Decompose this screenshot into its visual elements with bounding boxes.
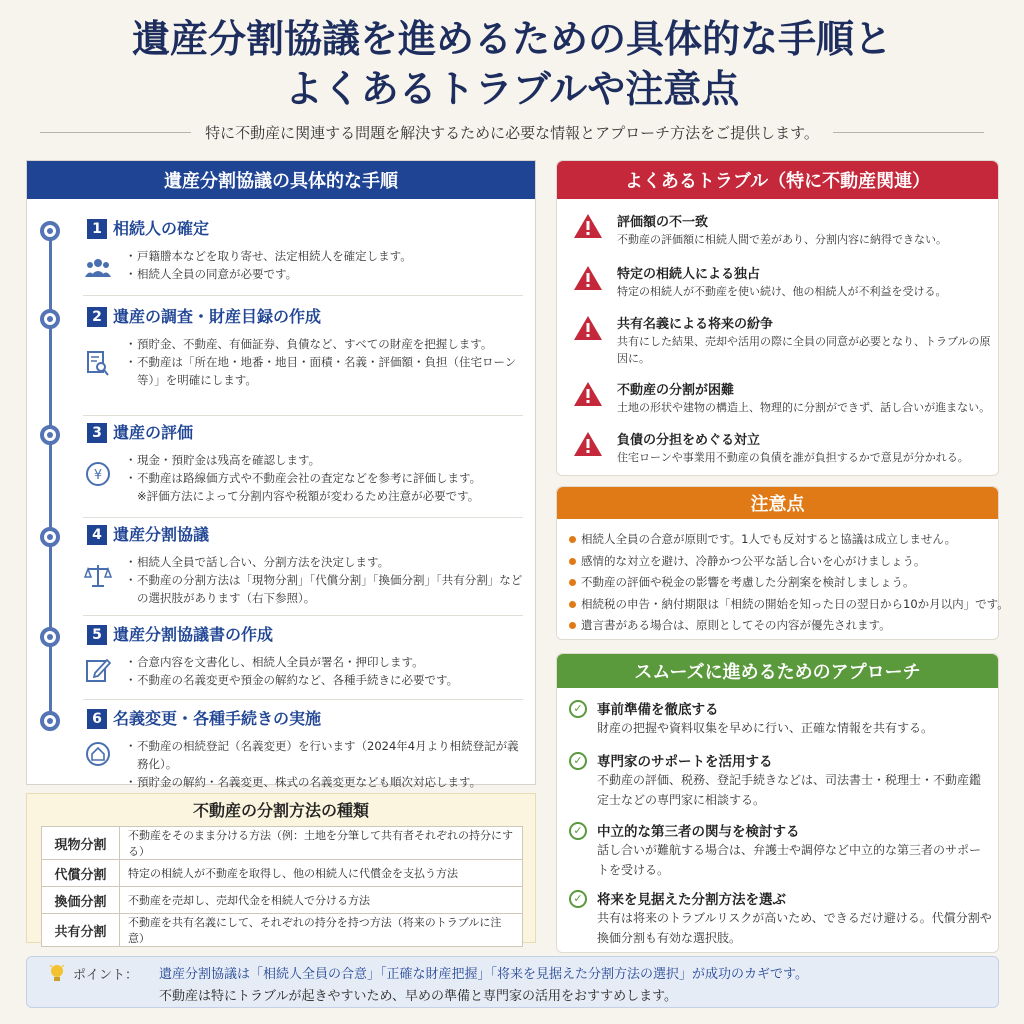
methods-table bbox=[41, 826, 523, 947]
step-details bbox=[127, 737, 527, 791]
trouble-title: 不動産の分割が困難 bbox=[617, 383, 735, 398]
trouble-desc: 特定の相続人が不動産を使い続け、他の相続人が不利益を受ける。 bbox=[617, 285, 947, 298]
list-item: 相続人全員の合意が原則です。1人でも反対すると協議は成立しません。 bbox=[569, 529, 994, 551]
timeline-node bbox=[40, 627, 60, 647]
subtitle: 特に不動産に関連する問題を解決するために必要な情報とアプローチ方法をご提供します。 bbox=[205, 123, 819, 142]
trouble-title: 評価額の不一致 bbox=[617, 215, 709, 230]
trouble-desc: 共有にした結果、売却や活用の際に全員の同意が必要となり、トラブルの原因に。 bbox=[617, 335, 991, 365]
subtitle-row bbox=[40, 120, 984, 144]
method-desc: 不動産を売却し、売却代金を相続人で分ける方法 bbox=[120, 887, 523, 914]
title-line-2: よくあるトラブルや注意点 bbox=[284, 66, 740, 111]
list-item: ・ 不動産は路線価方式や不動産会社の査定などを参考に評価します。 bbox=[127, 469, 527, 487]
step-title: 相続人の確定 bbox=[113, 219, 210, 238]
timeline-node bbox=[40, 527, 60, 547]
division-methods-box bbox=[26, 793, 536, 943]
method-name: 換価分割 bbox=[42, 887, 120, 914]
list-item: 相続税の申告・納付期限は「相続の開始を知った日の翌日から10か月以内」です。 bbox=[569, 594, 994, 616]
divider bbox=[833, 132, 984, 133]
list-item: ・ 不動産の分割方法は「現物分割」「代償分割」「換価分割」「共有分割」などの選択肢があります（右下参照）。 bbox=[127, 571, 527, 607]
trouble-title: 共有名義による将来の紛争 bbox=[617, 317, 774, 332]
check-icon: ✓ bbox=[569, 700, 587, 718]
table-row bbox=[42, 887, 523, 914]
page-title bbox=[0, 14, 1024, 114]
check-icon: ✓ bbox=[569, 822, 587, 840]
troubles-panel bbox=[556, 160, 999, 476]
svg-text:¥: ¥ bbox=[93, 468, 103, 483]
timeline-node bbox=[40, 221, 60, 241]
trouble-desc: 土地の形状や建物の構造上、物理的に分割ができず、話し合いが進まない。 bbox=[617, 401, 991, 414]
timeline-node bbox=[40, 309, 60, 329]
step-title: 遺産の評価 bbox=[113, 423, 194, 442]
step-number: 6 bbox=[87, 709, 107, 729]
list-item: 不動産の評価や税金の影響を考慮した分割案を検討しましょう。 bbox=[569, 572, 994, 594]
method-name: 代償分割 bbox=[42, 860, 120, 887]
list-item: ・ 合意内容を文書化し、相続人全員が署名・押印します。 bbox=[127, 653, 527, 671]
method-desc: 不動産をそのまま分ける方法（例：土地を分筆して共有者それぞれの持分にする） bbox=[120, 827, 523, 860]
point-box bbox=[26, 956, 999, 1008]
table-row bbox=[42, 914, 523, 947]
trouble-title: 負債の分担をめぐる対立 bbox=[617, 433, 761, 448]
approach-title: 将来を見据えた分割方法を選ぶ bbox=[597, 892, 786, 908]
list-item: ・ 現金・預貯金は残高を確認します。 bbox=[127, 451, 527, 469]
list-item: ・ 預貯金の解約・名義変更、株式の名義変更なども順次対応します。 bbox=[127, 773, 527, 791]
timeline-line bbox=[49, 231, 52, 721]
step-number: 1 bbox=[87, 219, 107, 239]
approach-title: 中立的な第三者の関与を検討する bbox=[597, 824, 800, 840]
step-number: 3 bbox=[87, 423, 107, 443]
warning-icon bbox=[573, 315, 603, 341]
methods-heading: 不動産の分割方法の種類 bbox=[192, 801, 369, 820]
list-item: ・ 戸籍謄本などを取り寄せ、法定相続人を確定します。 bbox=[127, 247, 527, 265]
divider bbox=[83, 295, 523, 296]
approach-desc: 話し合いが難航する場合は、弁護士や調停など中立的な第三者のサポートを受ける。 bbox=[597, 843, 982, 877]
table-row bbox=[42, 827, 523, 860]
trouble-desc: 住宅ローンや事業用不動産の負債を誰が負担するかで意見が分かれる。 bbox=[617, 451, 969, 464]
approach-desc: 財産の把握や資料収集を早めに行い、正確な情報を共有する。 bbox=[597, 721, 934, 735]
list-item: 遺言書がある場合は、原則としてその内容が優先されます。 bbox=[569, 615, 994, 637]
approach-desc: 不動産の評価、税務、登記手続きなどは、司法書士・税理士・不動産鑑定士などの専門家に相談する。 bbox=[597, 773, 982, 807]
timeline-node bbox=[40, 711, 60, 731]
approach-desc: 共有は将来のトラブルリスクが高いため、できるだけ避ける。代償分割や換価分割も有効な選択肢。 bbox=[597, 911, 992, 945]
timeline-node bbox=[40, 425, 60, 445]
scale-icon bbox=[83, 561, 113, 591]
house-icon bbox=[83, 739, 113, 769]
approach-title: 事前準備を徹底する bbox=[597, 702, 719, 718]
check-icon: ✓ bbox=[569, 752, 587, 770]
note-text: ※評価方法によって分割内容や税額が変わるため注意が必要です。 bbox=[137, 489, 480, 503]
list-item: ・ 相続人全員で話し合い、分割方法を決定します。 bbox=[127, 553, 527, 571]
list-item: ・ 預貯金、不動産、有価証券、負債など、すべての財産を把握します。 bbox=[127, 335, 527, 353]
approach-title: 専門家のサポートを活用する bbox=[597, 754, 773, 770]
edit-icon bbox=[83, 655, 113, 685]
divider bbox=[40, 132, 191, 133]
divider bbox=[83, 615, 523, 616]
step-title: 遺産分割協議 bbox=[113, 525, 210, 544]
point-line-1: 遺産分割協議は「相続人全員の合意」「正確な財産把握」「将来を見据えた分割方法の選択」が成功のカギです。 bbox=[159, 967, 808, 982]
point-line-2: 不動産は特にトラブルが起きやすいため、早めの準備と専門家の活用をおすすめします。 bbox=[159, 989, 678, 1004]
trouble-desc: 不動産の評価額に相続人間で差があり、分割内容に納得できない。 bbox=[617, 233, 947, 246]
approach-panel bbox=[556, 653, 999, 953]
approach-heading: スムーズに進めるためのアプローチ bbox=[557, 654, 998, 688]
step-number: 5 bbox=[87, 625, 107, 645]
list-item: ・ 不動産の相続登記（名義変更）を行います（2024年4月より相続登記が義務化）。 bbox=[127, 737, 527, 773]
step-details bbox=[127, 653, 527, 689]
divider bbox=[83, 699, 523, 700]
list-item: ・ 不動産は「所在地・地番・地目・面積・名義・評価額・負担（住宅ローン等）」を明確にします。 bbox=[127, 353, 527, 389]
list-item: 感情的な対立を避け、冷静かつ公平な話し合いを心がけましょう。 bbox=[569, 551, 994, 573]
warning-icon bbox=[573, 213, 603, 239]
method-desc: 不動産を共有名義にして、それぞれの持分を持つ方法（将来のトラブルに注意） bbox=[120, 914, 523, 947]
method-name: 共有分割 bbox=[42, 914, 120, 947]
table-row bbox=[42, 860, 523, 887]
title-line-1: 遺産分割協議を進めるための具体的な手順と bbox=[131, 16, 892, 61]
divider bbox=[83, 415, 523, 416]
caution-heading: 注意点 bbox=[557, 487, 998, 519]
yen-icon bbox=[83, 459, 113, 489]
step-title: 遺産分割協議書の作成 bbox=[113, 625, 274, 644]
divider bbox=[83, 517, 523, 518]
document-search-icon bbox=[83, 349, 113, 379]
procedure-panel bbox=[26, 160, 536, 789]
step-details bbox=[127, 335, 527, 389]
step-number: 2 bbox=[87, 307, 107, 327]
warning-icon bbox=[573, 265, 603, 291]
step-details bbox=[127, 451, 527, 505]
point-label: ポイント： bbox=[73, 968, 139, 983]
list-item: ・ 不動産の名義変更や預金の解約など、各種手続きに必要です。 bbox=[127, 671, 527, 689]
method-desc: 特定の相続人が不動産を取得し、他の相続人に代償金を支払う方法 bbox=[120, 860, 523, 887]
method-name: 現物分割 bbox=[42, 827, 120, 860]
step-details bbox=[127, 247, 527, 283]
list-item: ・ 相続人全員の同意が必要です。 bbox=[127, 265, 527, 283]
step-details bbox=[127, 553, 527, 607]
step-number: 4 bbox=[87, 525, 107, 545]
step-title: 名義変更・各種手続きの実施 bbox=[113, 709, 322, 728]
people-icon bbox=[83, 253, 113, 283]
warning-icon bbox=[573, 381, 603, 407]
step-title: 遺産の調査・財産目録の作成 bbox=[113, 307, 322, 326]
warning-icon bbox=[573, 431, 603, 457]
lightbulb-icon bbox=[49, 964, 65, 984]
caution-panel bbox=[556, 486, 1009, 640]
trouble-title: 特定の相続人による独占 bbox=[617, 267, 761, 282]
check-icon: ✓ bbox=[569, 890, 587, 908]
procedure-heading: 遺産分割協議の具体的な手順 bbox=[27, 161, 535, 199]
caution-list bbox=[569, 529, 1009, 637]
troubles-heading: よくあるトラブル（特に不動産関連） bbox=[557, 161, 998, 199]
